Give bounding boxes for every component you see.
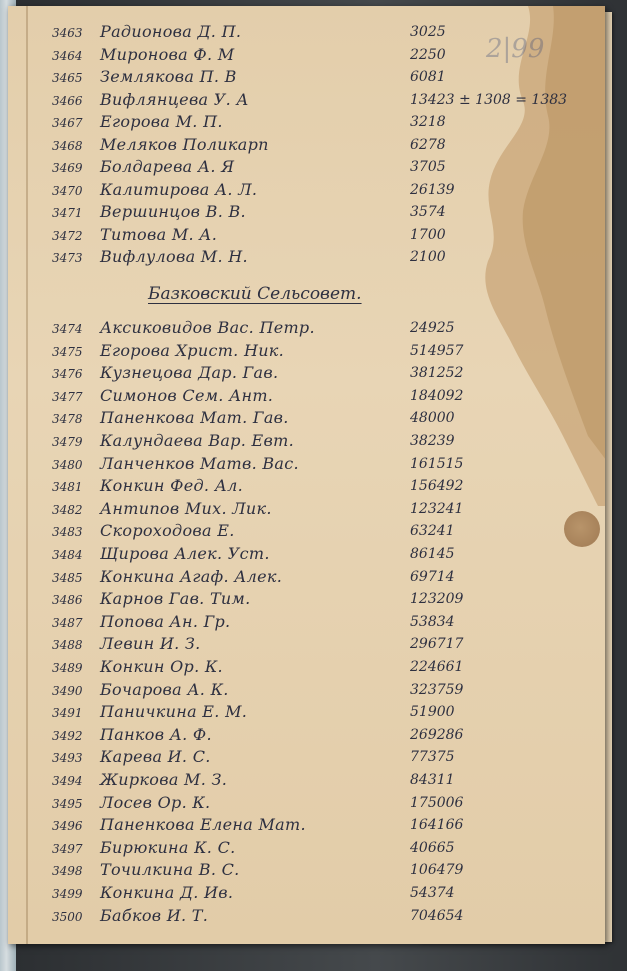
entry-amount: 175006 xyxy=(410,794,464,811)
entry-amount: 1700 xyxy=(410,226,446,243)
entry-amount: 69714 xyxy=(410,568,455,585)
ledger-row xyxy=(8,499,605,523)
section-heading: Базковский Сельсовет. xyxy=(148,284,362,304)
ledger-row xyxy=(8,567,605,591)
entry-name: Конкин Ор. К. xyxy=(100,657,223,676)
entry-amount: 86145 xyxy=(410,546,455,562)
entry-name: Вершинцов В. В. xyxy=(100,202,246,221)
entry-amount: 40665 xyxy=(410,839,455,856)
entry-amount: 77375 xyxy=(410,749,455,766)
ledger-row xyxy=(8,431,605,455)
entry-number: 3471 xyxy=(52,206,83,220)
entry-number: 3479 xyxy=(52,435,83,449)
entry-amount: 296717 xyxy=(410,636,464,653)
entry-number: 3491 xyxy=(52,706,83,721)
entry-name: Аксиковидов Вас. Петр. xyxy=(100,318,315,337)
ledger-row xyxy=(8,112,605,136)
ledger-row xyxy=(8,634,605,658)
entry-amount: 704654 xyxy=(410,907,464,924)
ledger-row xyxy=(8,386,605,410)
entry-amount: 2100 xyxy=(410,249,446,265)
ledger-row xyxy=(8,521,605,545)
ledger-row xyxy=(8,408,605,432)
ledger-row xyxy=(8,363,605,387)
entry-name: Жиркова М. З. xyxy=(100,770,228,789)
entry-number: 3486 xyxy=(52,593,83,608)
ledger-row xyxy=(8,657,605,681)
entry-number: 3485 xyxy=(52,570,83,585)
ledger-row xyxy=(8,135,605,159)
entry-number: 3470 xyxy=(52,183,83,198)
entry-name: Карнов Гав. Тим. xyxy=(100,589,251,609)
entry-amount: 323759 xyxy=(410,681,464,698)
entry-amount: 164166 xyxy=(410,817,464,834)
ledger-row xyxy=(8,454,605,478)
entry-number: 3482 xyxy=(52,502,83,517)
entry-number: 3467 xyxy=(52,116,83,130)
entry-number: 3492 xyxy=(52,728,83,743)
ledger-row xyxy=(8,860,605,884)
entry-amount: 63241 xyxy=(410,523,455,540)
entry-name: Ланченков Матв. Вас. xyxy=(100,453,299,473)
entry-amount: 38239 xyxy=(410,433,455,449)
entry-amount: 6278 xyxy=(410,136,446,153)
entry-amount: 184092 xyxy=(410,387,464,404)
ledger-row xyxy=(8,67,605,91)
entry-name: Вифлянцева У. А xyxy=(100,89,249,109)
entry-amount: 51900 xyxy=(410,704,455,721)
ledger-row xyxy=(8,883,605,907)
entry-name: Точилкина В. С. xyxy=(100,860,240,880)
entry-number: 3465 xyxy=(52,71,83,85)
entry-amount: 3574 xyxy=(410,204,446,220)
entry-name: Скороходова Е. xyxy=(100,521,235,541)
entry-name: Егорова М. П. xyxy=(100,112,223,131)
entry-amount: 6081 xyxy=(410,69,446,85)
entry-number: 3477 xyxy=(52,389,83,404)
entry-amount: 84311 xyxy=(410,772,455,788)
entry-amount: 53834 xyxy=(410,613,455,630)
entry-amount: 123209 xyxy=(410,591,464,608)
entry-amount: 3705 xyxy=(410,159,446,175)
ledger-row xyxy=(8,180,605,204)
ledger-row xyxy=(8,318,605,342)
ledger-row xyxy=(8,202,605,226)
entry-number: 3480 xyxy=(52,457,83,472)
entry-amount: 2250 xyxy=(410,46,446,63)
entry-number: 3490 xyxy=(52,683,83,698)
entry-amount: 24925 xyxy=(410,320,455,336)
ledger-row xyxy=(8,725,605,749)
entry-amount: 381252 xyxy=(410,365,464,382)
entry-name: Конкин Фед. Ал. xyxy=(100,476,243,496)
entry-name: Антипов Мих. Лик. xyxy=(100,498,272,518)
entry-number: 3474 xyxy=(52,322,83,336)
entry-name: Конкина Агаф. Алек. xyxy=(100,566,283,586)
entry-name: Титова М. А. xyxy=(100,224,218,244)
entry-number: 3472 xyxy=(52,228,83,243)
entry-number: 3463 xyxy=(52,26,83,40)
ledger-row xyxy=(8,793,605,817)
entry-name: Паненкова Мат. Гав. xyxy=(100,408,289,428)
entry-number: 3466 xyxy=(52,93,83,108)
entry-number: 3478 xyxy=(52,412,83,427)
entry-number: 3497 xyxy=(52,841,83,856)
entry-amount: 26139 xyxy=(410,181,455,198)
entry-name: Бабков И. Т. xyxy=(100,905,209,925)
entry-name: Болдарева А. Я xyxy=(100,157,235,176)
entry-number: 3499 xyxy=(52,887,83,901)
entry-number: 3475 xyxy=(52,344,83,359)
entry-amount: 106479 xyxy=(410,862,464,879)
entry-amount: 54374 xyxy=(410,885,455,901)
entry-name: Землякова П. В xyxy=(100,67,237,86)
entry-number: 3489 xyxy=(52,661,83,675)
entry-number: 3494 xyxy=(52,774,83,788)
ledger-row xyxy=(8,476,605,500)
entry-name: Карева И. С. xyxy=(100,747,211,767)
entry-name: Радионова Д. П. xyxy=(100,22,242,41)
entry-number: 3483 xyxy=(52,525,83,540)
entry-amount: 3025 xyxy=(410,24,446,40)
ledger-row xyxy=(8,838,605,862)
entry-name: Бирюкина К. С. xyxy=(100,837,236,857)
entry-number: 3493 xyxy=(52,751,83,766)
entry-number: 3473 xyxy=(52,251,83,265)
entry-name: Меляков Поликарп xyxy=(100,134,269,154)
entry-amount: 48000 xyxy=(410,410,455,427)
entry-number: 3487 xyxy=(52,615,83,630)
entry-name: Калундаева Вар. Евт. xyxy=(100,431,294,450)
entry-number: 3495 xyxy=(52,796,83,811)
entry-amount: 269286 xyxy=(410,726,464,743)
ledger-row xyxy=(8,90,605,114)
entry-amount: 123241 xyxy=(410,500,464,517)
entry-number: 3488 xyxy=(52,638,83,653)
entry-number: 3481 xyxy=(52,480,83,495)
entry-name: Симонов Сем. Ант. xyxy=(100,385,274,405)
ledger-row xyxy=(8,341,605,365)
entry-amount: 514957 xyxy=(410,342,464,359)
entry-name: Калитирова А. Л. xyxy=(100,179,258,199)
ledger-row xyxy=(8,544,605,568)
ledger-row xyxy=(8,22,605,46)
ledger-page xyxy=(8,6,605,944)
ledger-row xyxy=(8,589,605,613)
entry-name: Конкина Д. Ив. xyxy=(100,883,234,902)
entry-number: 3476 xyxy=(52,367,83,382)
ledger-row xyxy=(8,702,605,726)
entry-name: Паничкина Е. М. xyxy=(100,702,248,722)
entry-number: 3468 xyxy=(52,138,83,153)
entry-number: 3498 xyxy=(52,864,83,879)
ledger-row xyxy=(8,815,605,839)
entry-amount: 13423 ± 1308 = 1383 xyxy=(410,91,568,108)
entry-name: Щирова Алек. Уст. xyxy=(100,544,270,563)
ledger-row xyxy=(8,906,605,930)
entry-number: 3496 xyxy=(52,819,83,834)
entry-number: 3469 xyxy=(52,161,83,175)
entry-name: Кузнецова Дар. Гав. xyxy=(100,363,279,383)
entry-number: 3484 xyxy=(52,548,83,562)
ledger-row xyxy=(8,680,605,704)
ledger-row xyxy=(8,612,605,636)
ledger-row xyxy=(8,770,605,794)
entry-name: Левин И. З. xyxy=(100,634,201,654)
entry-name: Лосев Ор. К. xyxy=(100,792,211,812)
entry-name: Паненкова Елена Мат. xyxy=(100,815,306,835)
ledger-row xyxy=(8,747,605,771)
entry-amount: 156492 xyxy=(410,478,464,495)
corner-note: 2|99 xyxy=(486,34,545,64)
entry-name: Попова Ан. Гр. xyxy=(100,611,231,631)
entry-amount: 224661 xyxy=(410,659,464,675)
entry-amount: 161515 xyxy=(410,455,464,472)
ledger-row xyxy=(8,157,605,181)
entry-number: 3464 xyxy=(52,48,83,63)
entry-number: 3500 xyxy=(52,909,83,924)
ledger-row xyxy=(8,225,605,249)
entry-name: Миронова Ф. М xyxy=(100,44,235,64)
entry-name: Егорова Христ. Ник. xyxy=(100,340,285,360)
entry-name: Панков А. Ф. xyxy=(100,724,212,744)
entry-name: Бочарова А. К. xyxy=(100,679,229,699)
ledger-row xyxy=(8,45,605,69)
entry-amount: 3218 xyxy=(410,114,446,130)
entry-name: Вифлулова М. Н. xyxy=(100,247,248,266)
ledger-row xyxy=(8,247,605,271)
